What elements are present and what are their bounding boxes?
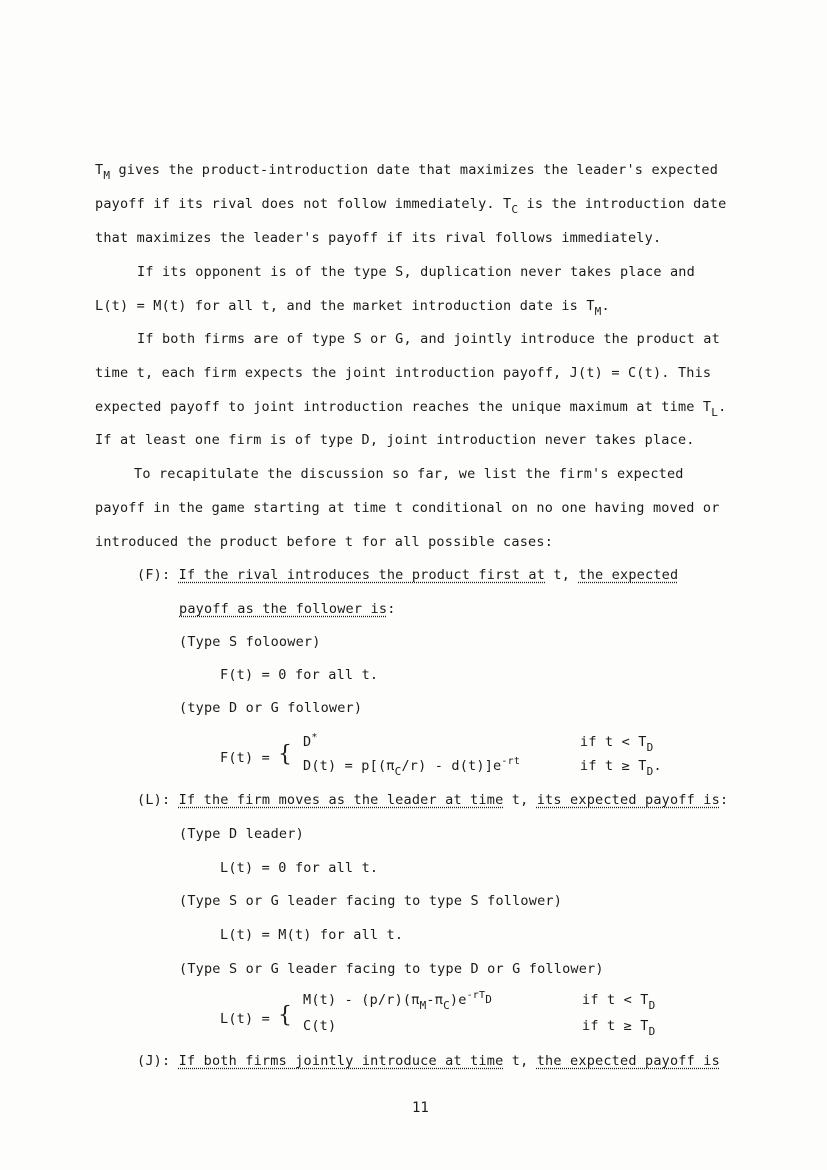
para3-line2: time t, each firm expects the joint introduction payoff, J(t) = C(t). This [95,365,712,381]
case-f-heading-cont: payoff as the follower is: [179,601,396,617]
case-f-brace: { [278,742,292,767]
case-l-type-sg-dg: (Type S or G leader facing to type D or G follower) [179,961,604,977]
case-l-row2: C(t) [303,1018,337,1034]
case-f-cond2: if $t \ge T_D$. [580,758,662,778]
case-f-type-s: (Type S foloower) [179,634,321,650]
para2-line1: If its opponent is of the type S, duplication never takes place and [137,264,695,280]
para4-line1: To recapitulate the discussion so far, we list the firm's expected [134,466,684,482]
case-f-heading: (F): If the rival introduces the product first at t, the expected [137,567,679,583]
para1-line2: payoff if its rival does not follow immediately. $T_C$ is the introduction date [95,196,727,216]
case-f-lhs: F(t) = [220,750,270,766]
case-l-eq1: L(t) = 0 for all t. [220,860,379,876]
para4-line2: payoff in the game starting at time t conditional on no one having moved or [95,500,720,516]
para1-line3: that maximizes the leader's payoff if its rival follows immediately. [95,230,662,246]
page-number: 11 [412,1100,429,1116]
case-l-row1: $M(t) - (p/r)(\pi_M-\pi_C)e^{-rT}D$ [303,990,493,1012]
para1-line1: $T_M$ gives the product-introduction date that maximizes the leader's expected [95,162,719,182]
case-j-heading: (J): If both firms jointly introduce at time t, the expected payoff is [137,1053,720,1069]
case-f-row1: D* [303,732,318,750]
case-l-heading: (L): If the firm moves as the leader at time t, its expected payoff is: [137,792,729,808]
case-f-eq1: F(t) = 0 for all t. [220,667,379,683]
para2-line2: L(t) = M(t) for all t, and the market introduction date is $T_M$. [95,298,610,318]
case-f-row2: $D(t) = p[(\pi_C/r) - d(t)]e^{-rt}$ [303,756,521,778]
para4-line3: introduced the product before t for all possible cases: [95,534,554,550]
case-l-cond1: if $t < T_D$ [582,992,656,1012]
case-l-lhs: L(t) = [220,1011,270,1027]
case-l-type-sg-s: (Type S or G leader facing to type S follower) [179,893,563,909]
para3-line1: If both firms are of type S or G, and jointly introduce the product at [137,331,720,347]
case-f-type-dg: (type D or G follower) [179,700,363,716]
case-l-cond2: if $t \ge T_D$ [582,1018,656,1038]
para3-line3: expected payoff to joint introduction reaches the unique maximum at time $T_L$. [95,399,727,419]
case-l-brace: { [278,1003,292,1028]
case-f-cond1: if $t < T_D$ [580,734,654,754]
case-l-eq2: L(t) = M(t) for all t. [220,927,404,943]
para3-line4: If at least one firm is of type D, joint introduction never takes place. [95,432,695,448]
case-l-type-d: (Type D leader) [179,826,304,842]
